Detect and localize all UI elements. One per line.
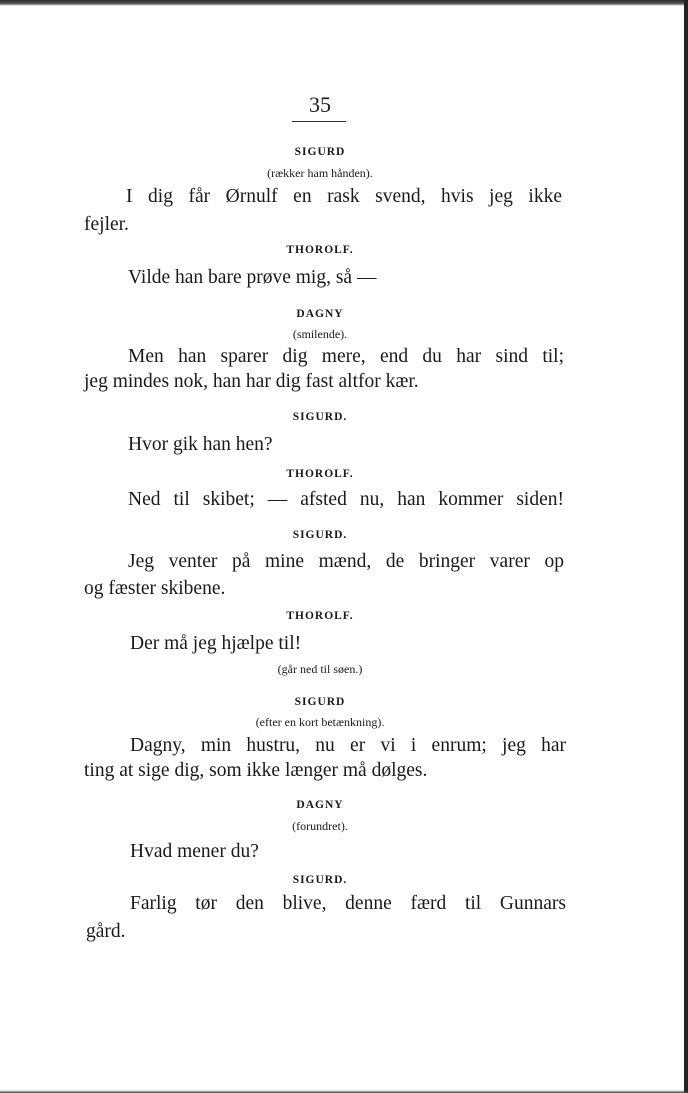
speaker-name: THOROLF.	[286, 244, 354, 256]
dialogue-line: og fæster skibene.	[84, 578, 226, 599]
dialogue-line: Der må jeg hjælpe til!	[130, 633, 302, 654]
stage-direction: (forundret).	[292, 819, 348, 833]
dialogue-line: Dagny, min hustru, nu er vi i enrum; jeg har	[130, 735, 566, 756]
dialogue-line: I dig får Ørnulf en rask svend, hvis jeg ikke	[126, 186, 562, 207]
speaker-name: SIGURD.	[292, 411, 348, 423]
speaker-name: SIGURD	[294, 696, 346, 708]
stage-direction: (rækker ham hånden).	[267, 166, 373, 180]
dialogue-line: fejler.	[84, 214, 129, 235]
stage-direction: (går ned til søen.)	[277, 662, 363, 676]
dialogue-line: Vilde han bare prøve mig, så —	[128, 267, 377, 288]
dialogue-line: Men han sparer dig mere, end du har sind til;	[128, 346, 564, 367]
speaker-name: THOROLF.	[286, 610, 354, 622]
speaker-name: DAGNY	[296, 308, 344, 320]
dialogue-line: gård.	[86, 921, 126, 942]
dialogue-line: Ned til skibet; — afsted nu, han kommer siden!	[128, 489, 564, 510]
page-number-rule	[292, 121, 346, 122]
dialogue-line: Farlig tør den blive, denne færd til Gunnars	[130, 893, 566, 914]
speaker-name: SIGURD.	[292, 529, 348, 541]
dialogue-line: jeg mindes nok, han har dig fast altfor kær.	[84, 371, 419, 392]
speaker-name: SIGURD.	[292, 874, 348, 886]
dialogue-line: Hvad mener du?	[130, 841, 259, 862]
stage-direction: (smilende).	[292, 327, 348, 341]
dialogue-line: ting at sige dig, som ikke længer må dølges.	[84, 760, 428, 781]
speaker-name: SIGURD	[294, 146, 346, 158]
page-number: 35	[309, 92, 331, 117]
speaker-name: THOROLF.	[286, 468, 354, 480]
speaker-name: DAGNY	[296, 799, 344, 811]
stage-direction: (efter en kort betænkning).	[255, 715, 385, 729]
dialogue-line: Jeg venter på mine mænd, de bringer varer op	[128, 551, 564, 572]
dialogue-line: Hvor gik han hen?	[128, 434, 273, 455]
